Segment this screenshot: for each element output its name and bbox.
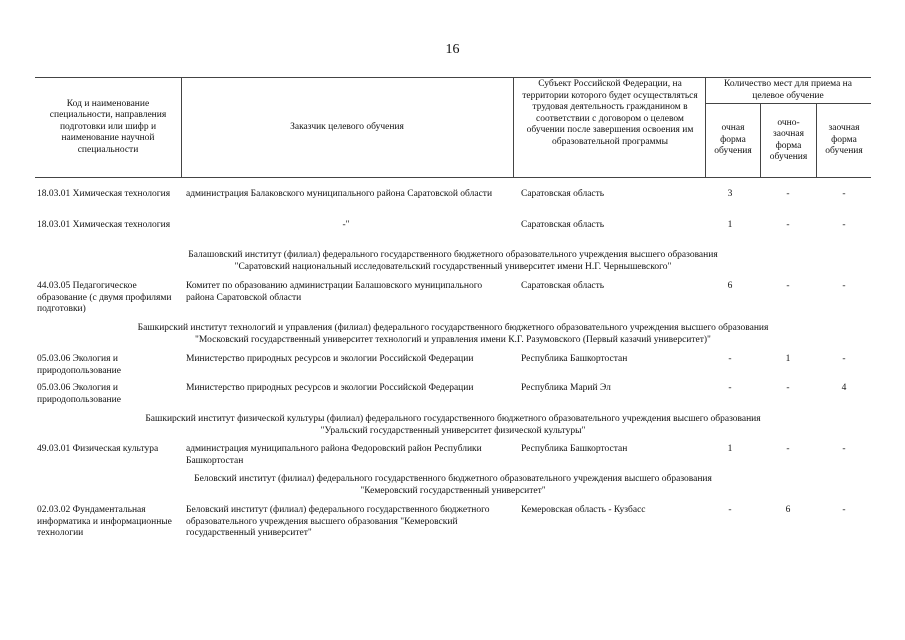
cell-extramural: -	[842, 354, 846, 364]
column-divider	[816, 103, 817, 177]
cell-region: Саратовская область	[521, 189, 605, 199]
cell-region: Республика Башкортостан	[521, 354, 628, 364]
cell-fulltime: 1	[727, 444, 733, 454]
cell-customer: Министерство природных ресурсов и экологии Российской Федерации	[186, 354, 474, 364]
cell-fulltime: -	[728, 383, 732, 393]
header-extramural: заочная форма обучения	[825, 123, 863, 157]
cell-customer: администрация муниципального района Федоровский район Республики Башкортостан	[186, 444, 482, 466]
column-divider	[181, 77, 182, 177]
cell-code: 18.03.01 Химическая технология	[37, 189, 171, 199]
table-header-bottom-border	[35, 177, 871, 178]
cell-parttime: -	[786, 444, 790, 454]
cell-extramural: -	[842, 220, 846, 230]
cell-fulltime: -	[728, 354, 732, 364]
header-region: Субъект Российской Федерации, на территории которого будет осуществляться трудовая деятельность гражданином в соответствии с договором о целевом обучении после завершения освоения им образовательной программы	[522, 79, 698, 147]
cell-customer: -"	[342, 220, 350, 230]
cell-customer: администрация Балаковского муниципального района Саратовской области	[186, 189, 493, 199]
cell-customer: Беловский институт (филиал) федерального государственного бюджетного образовательного учреждения высшего образования "Кемеровский государственный университет"	[186, 505, 490, 538]
cell-extramural: 4	[841, 383, 847, 393]
cell-region: Саратовская область	[521, 220, 605, 230]
cell-region: Кемеровская область - Кузбасс	[521, 505, 646, 515]
cell-region: Республика Башкортостан	[521, 444, 628, 454]
cell-parttime: 1	[785, 354, 791, 364]
cell-fulltime: -	[728, 505, 732, 515]
header-places: Количество мест для приема на целевое обучение	[724, 79, 852, 101]
cell-parttime: -	[786, 383, 790, 393]
cell-parttime: -	[786, 220, 790, 230]
cell-extramural: -	[842, 189, 846, 199]
cell-code: 05.03.06 Экология и природопользование	[37, 354, 121, 376]
page-number: 16	[445, 42, 460, 57]
header-customer: Заказчик целевого обучения	[290, 121, 404, 132]
organization-heading: Балашовский институт (филиал) федерального государственного бюджетного образовательного учреждения высшего образования "Саратовский национальный исследовательский государственный университет имени Н.Г. Чернышевского"	[188, 250, 718, 272]
cell-region: Саратовская область	[521, 281, 605, 291]
cell-parttime: -	[786, 281, 790, 291]
cell-fulltime: 1	[727, 220, 733, 230]
cell-customer: Комитет по образованию администрации Балашовского муниципального района Саратовской области	[186, 281, 483, 303]
cell-extramural: -	[842, 444, 846, 454]
header-fulltime: очная форма обучения	[714, 123, 752, 157]
header-parttime: очно-заочная форма обучения	[769, 117, 808, 162]
cell-code: 05.03.06 Экология и природопользование	[37, 383, 121, 405]
column-divider	[513, 77, 514, 177]
cell-fulltime: 3	[727, 189, 733, 199]
cell-customer: Министерство природных ресурсов и экологии Российской Федерации	[186, 383, 474, 393]
cell-parttime: -	[786, 189, 790, 199]
organization-heading: Башкирский институт физической культуры (филиал) федерального государственного бюджетного образовательного учреждения высшего образования "Уральский государственный университет физической культуры"	[145, 414, 761, 436]
column-divider	[760, 103, 761, 177]
cell-code: 02.03.02 Фундаментальная информатика и информационные технологии	[37, 505, 172, 538]
cell-extramural: -	[842, 281, 846, 291]
cell-region: Республика Марий Эл	[521, 383, 611, 393]
column-divider	[705, 77, 706, 177]
header-code: Код и наименование специальности, направления подготовки или шифр и наименование научной специальности	[49, 98, 167, 155]
organization-heading: Башкирский институт технологий и управления (филиал) федерального государственного бюджетного образовательного учреждения высшего образования "Московский государственный университет технологий и управления имени К.Г. Разумовского (Первый казачий университет)"	[137, 323, 769, 345]
cell-code: 49.03.01 Физическая культура	[37, 444, 159, 454]
cell-parttime: 6	[785, 505, 791, 515]
organization-heading: Беловский институт (филиал) федерального государственного бюджетного образовательного учреждения высшего образования "Кемеровский государственный университет"	[194, 474, 712, 496]
cell-code: 18.03.01 Химическая технология	[37, 220, 171, 230]
cell-code: 44.03.05 Педагогическое образование (с двумя профилями подготовки)	[37, 281, 172, 314]
cell-fulltime: 6	[727, 281, 733, 291]
cell-extramural: -	[842, 505, 846, 515]
